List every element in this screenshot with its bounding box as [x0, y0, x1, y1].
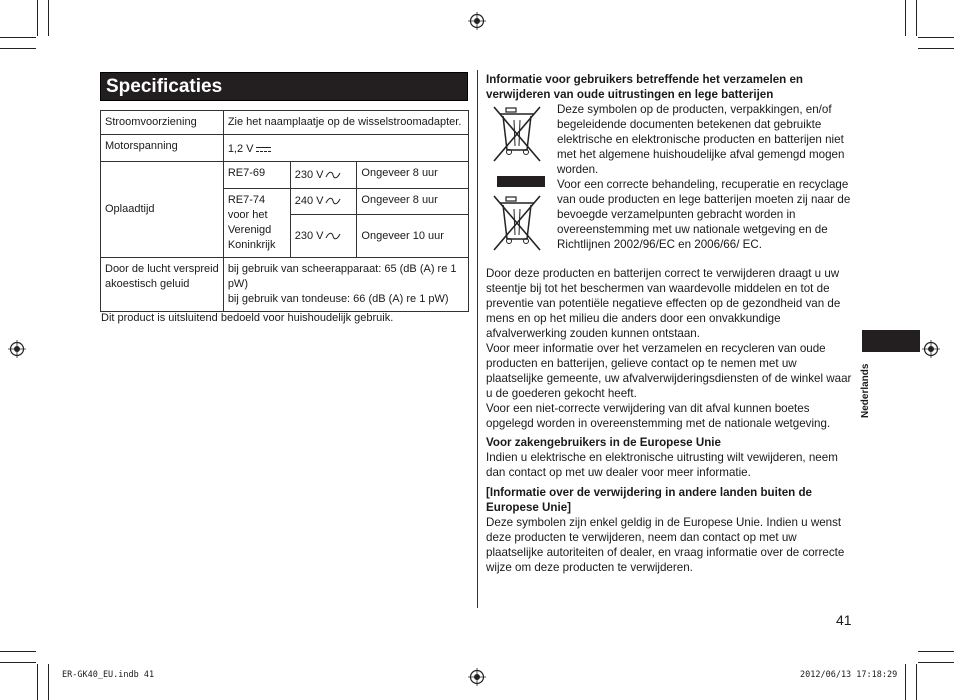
page-number: 41 — [836, 612, 852, 628]
paragraph: Deze symbolen zijn enkel geldig in de Europese Unie. Indien u wenst deze producten te verwijderen, neem dan contact op met uw plaatselijke autoriteiten of dealer, en vraag informatie over de correcte wijze om deze producten te verwijderen. — [486, 516, 845, 574]
table-cell: Ongeveer 8 uur — [357, 189, 469, 215]
crop-mark — [918, 662, 954, 663]
dc-symbol-icon — [256, 146, 271, 153]
crossed-bin-icon — [492, 193, 544, 253]
crop-mark — [916, 0, 917, 36]
crop-mark — [905, 664, 906, 700]
crop-mark — [48, 664, 49, 700]
business-heading: Voor zakengebruikers in de Europese Unie — [486, 436, 721, 449]
noise-line: bij gebruik van scheerapparaat: 65 (dB (A) re 1 pW) — [227, 263, 457, 290]
table-cell — [290, 215, 357, 258]
crop-mark — [48, 0, 49, 36]
registration-mark-icon — [468, 668, 486, 686]
table-cell — [290, 189, 357, 215]
footnote: Dit product is uitsluitend bedoeld voor huishoudelijk gebruik. — [101, 312, 394, 324]
crop-mark — [37, 0, 38, 36]
outside-eu-heading: [Informatie over de verwijdering in andere landen buiten de Europese Unie] — [486, 486, 812, 514]
registration-mark-icon — [468, 12, 486, 30]
paragraph: Indien u elektrische en elektronische uitrusting wilt vewijderen, neem dan contact op met uw dealer voor meer informatie. — [486, 451, 838, 479]
table-cell: Ongeveer 8 uur — [357, 162, 469, 189]
language-tab-marker — [862, 330, 920, 352]
registration-mark-icon — [922, 340, 940, 358]
crop-mark — [918, 37, 954, 38]
ac-symbol-icon — [325, 197, 341, 205]
table-cell — [223, 258, 468, 312]
ac-symbol-icon — [325, 232, 341, 240]
crossed-bin-icon — [492, 104, 544, 164]
table-row — [101, 258, 469, 312]
table-row — [101, 162, 469, 189]
voltage-value: 230 V — [294, 229, 324, 242]
ac-symbol-icon — [325, 171, 341, 179]
paragraph: Door deze producten en batterijen correct te verwijderen draagt u uw steentje bij tot het beschermen van waardevolle middelen en tot de preventie van potentiële negatieve effecten op de gezondheid van de mens en op het milieu die anders door een onvakkundige afvalverwerking zouden kunnen ontstaan. — [486, 267, 841, 340]
crop-mark — [0, 48, 36, 49]
crop-mark — [918, 48, 954, 49]
table-cell: Door de lucht verspreid akoestisch geluid — [101, 258, 224, 312]
crop-mark — [905, 0, 906, 36]
table-cell: Zie het naamplaatje op de wisselstroomadapter. — [223, 111, 468, 135]
registration-mark-icon — [8, 340, 26, 358]
footer-file: ER-GK40_EU.indb 41 — [62, 670, 155, 680]
section-title: Specificaties — [106, 76, 223, 97]
spec-table — [100, 110, 469, 312]
black-bar — [497, 176, 545, 187]
section-title-bar — [100, 72, 468, 101]
disposal-heading: Informatie voor gebruikers betreffende het verzamelen en verwijderen van oude uitrustingen en lege batterijen — [486, 73, 803, 101]
table-cell: Motorspanning — [101, 135, 224, 162]
paragraph: Voor meer informatie over het verzamelen en recycleren van oude producten en batterijen, gelieve contact op te nemen met uw plaatselijke gemeente, uw afvalverwijderingsdiensten of de winkel waar u de goederen gekocht heeft. — [486, 342, 852, 400]
crop-mark — [0, 651, 36, 652]
noise-line: bij gebruik van tondeuse: 66 (dB (A) re 1 pW) — [227, 293, 449, 305]
table-cell — [223, 135, 468, 162]
paragraph: Voor een niet-correcte verwijdering van dit afval kunnen boetes opgelegd worden in overeenstemming met de nationale wetgeving. — [486, 402, 831, 430]
language-tab-label: Nederlands — [860, 363, 871, 418]
crop-mark — [916, 664, 917, 700]
voltage-value: 230 V — [294, 168, 324, 181]
table-cell: RE7-69 — [223, 162, 290, 189]
bin-paragraph: Deze symbolen op de producten, verpakkingen, en/of begeleidende documenten betekenen dat gebruikte elektrische en elektronische producten en batterijen niet met het algemene huishoudelijke afval gemengd mogen worden. — [557, 103, 845, 176]
table-cell — [290, 162, 357, 189]
crop-mark — [0, 662, 36, 663]
crop-mark — [918, 651, 954, 652]
bin-paragraph: Voor een correcte behandeling, recuperatie en recyclage van oude producten en lege batterijen moeten zij naar de bevoegde verzamelpunten gebracht worden in overeenstemming met uw nationale wetgeving en de Richtlijnen 2002/96/EC en 2006/66/ EC. — [557, 178, 851, 251]
table-row — [101, 135, 469, 162]
crop-mark — [37, 664, 38, 700]
motor-voltage: 1,2 V — [227, 143, 254, 155]
table-cell: Stroomvoorziening — [101, 111, 224, 135]
table-row — [101, 111, 469, 135]
table-cell: RE7-74 voor het Verenigd Koninkrijk — [223, 189, 290, 258]
column-divider — [477, 70, 478, 608]
footer-datetime: 2012/06/13 17:18:29 — [800, 670, 898, 680]
table-cell: Ongeveer 10 uur — [357, 215, 469, 258]
voltage-value: 240 V — [294, 195, 324, 208]
table-cell: Oplaadtijd — [101, 162, 224, 258]
crop-mark — [0, 37, 36, 38]
